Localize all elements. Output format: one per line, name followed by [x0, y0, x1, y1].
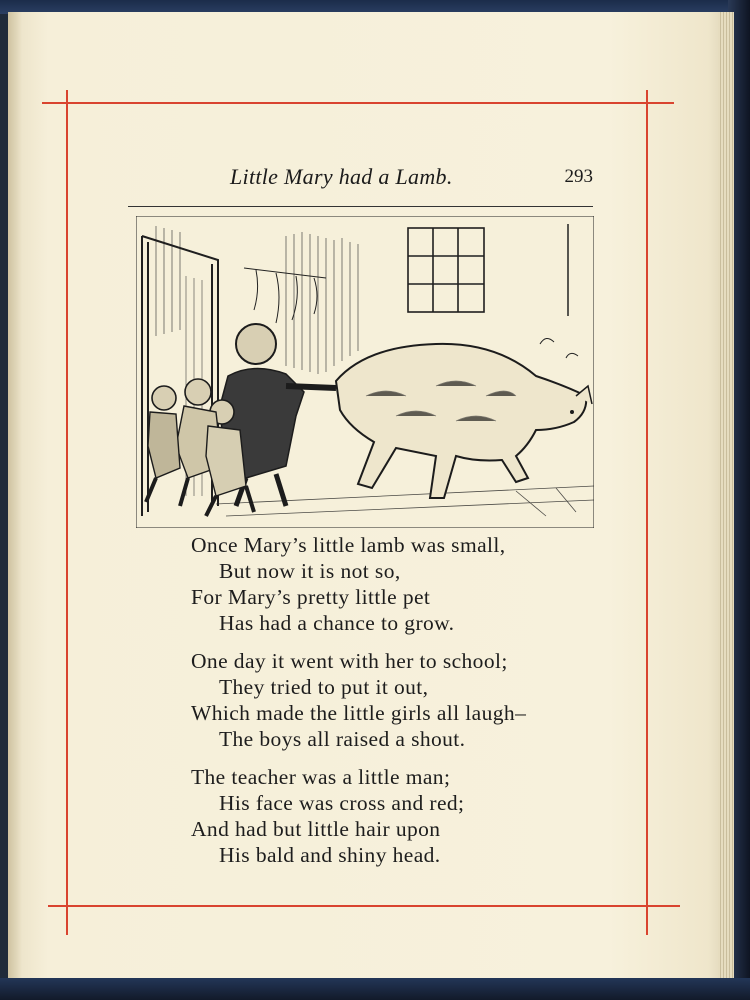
verse-line: His face was cross and red;	[219, 791, 465, 815]
page-number: 293	[564, 166, 593, 187]
border-rule-right	[646, 90, 648, 935]
stanza-2	[191, 648, 611, 752]
illustration-lamb-scene	[136, 216, 594, 528]
border-rule-bottom	[48, 905, 680, 907]
verse-line: For Mary’s pretty little pet	[191, 585, 431, 609]
book-cover-bottom	[0, 978, 750, 1000]
verse-line: And had but little hair upon	[191, 817, 441, 841]
head-rule	[128, 206, 593, 207]
verse-line: Which made the little girls all laugh–	[191, 701, 527, 725]
page-gutter-shadow	[8, 12, 22, 978]
verse-line: His bald and shiny head.	[219, 843, 441, 867]
stanza-3	[191, 764, 611, 868]
verse-line: Has had a chance to grow.	[219, 611, 455, 635]
verse-line: One day it went with her to school;	[191, 649, 508, 673]
book-page	[8, 12, 734, 978]
poem-verse	[191, 532, 611, 880]
border-rule-top	[42, 102, 674, 104]
lamb-engraving	[136, 216, 594, 528]
stanza-1	[191, 532, 611, 636]
page-edges	[718, 12, 734, 978]
running-head	[128, 164, 593, 194]
verse-line: The boys all raised a shout.	[219, 727, 466, 751]
verse-line: But now it is not so,	[219, 559, 401, 583]
verse-line: They tried to put it out,	[219, 675, 429, 699]
border-rule-left	[66, 90, 68, 935]
verse-line: Once Mary’s little lamb was small,	[191, 533, 506, 557]
running-title: Little Mary had a Lamb.	[230, 164, 453, 189]
verse-line: The teacher was a little man;	[191, 765, 451, 789]
